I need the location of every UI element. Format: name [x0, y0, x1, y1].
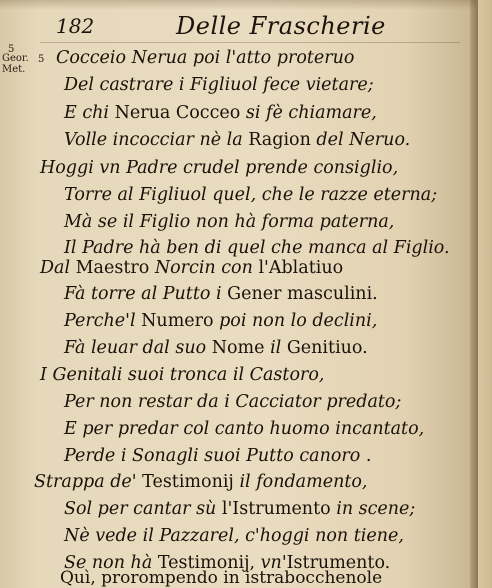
verse-segment: Numero	[141, 311, 220, 331]
margin-citation: Geor. Met.	[2, 53, 29, 75]
page-header	[56, 8, 466, 42]
verse-segment: l'Istrumento	[221, 499, 337, 519]
verse-line	[64, 75, 492, 103]
verse-line	[56, 48, 492, 76]
verse-segment: Cocceio Nerua poi l'atto proteruo	[56, 48, 355, 68]
verse-line	[64, 499, 492, 527]
verse-segment: Fà leuar dal suo	[64, 338, 212, 358]
verse-line	[64, 284, 492, 312]
verse-segment: il fondamento,	[239, 472, 368, 492]
verse-line	[34, 472, 492, 500]
verse-line	[64, 103, 492, 131]
verse-segment: in scene;	[336, 499, 416, 519]
verse-segment: il	[270, 338, 287, 358]
verse-segment: Mà se il Figlio non hà forma paterna,	[64, 212, 395, 232]
verse-segment: Ragion	[248, 130, 317, 150]
verse-segment: Dal	[40, 258, 76, 278]
running-title: Delle Frascherie	[176, 12, 386, 40]
verse-segment: Hoggi vn Padre crudel prende consiglio,	[40, 158, 399, 178]
verse-line	[64, 185, 492, 213]
verse-segment: Del castrare i Figliuol fece vietare;	[64, 75, 374, 95]
verse-segment: Norcin con	[154, 258, 259, 278]
verse-segment: Il Padre hà ben di quel che manca al Figlio.	[64, 238, 450, 258]
verse-line	[64, 212, 492, 240]
verse-segment: del Neruo.	[316, 130, 411, 150]
verse-line	[40, 258, 492, 286]
verse-segment: I Genitali suoi tronca il Castoro,	[40, 365, 325, 385]
verse-line	[64, 311, 492, 339]
verse-segment: Torre al Figliuol quel, che le razze eterna;	[64, 185, 438, 205]
verse-segment: Perche'l	[64, 311, 142, 331]
verse-line	[40, 158, 492, 186]
verse-line	[64, 446, 492, 474]
verse-segment: Genitiuo.	[286, 338, 368, 358]
margin-number: 5	[8, 44, 15, 55]
cut-off-line: Quì, prorompendo in istrabocchenole	[60, 568, 383, 588]
page-number: 182	[56, 14, 95, 38]
verse-segment: poi non lo declini,	[219, 311, 378, 331]
header-rule	[40, 42, 460, 43]
verse-line	[64, 526, 492, 554]
verse-segment: Nerua Cocceo	[114, 103, 246, 123]
verse-segment: E chi	[64, 103, 115, 123]
verse-segment: Sol per cantar sù	[64, 499, 222, 519]
verse-segment: Testimonij,	[157, 553, 261, 573]
verse-line	[64, 392, 492, 420]
verse-segment: Testimonij	[142, 472, 240, 492]
verse-segment: si fè chiamare,	[245, 103, 377, 123]
verse-segment: Istrumento.	[286, 553, 391, 573]
verse-line	[64, 130, 492, 158]
verse-segment: Nè vede il Pazzarel, c'hoggi non tiene,	[64, 526, 404, 546]
margin-line-number: 5	[38, 54, 45, 65]
verse-segment: l'Ablatiuo	[258, 258, 344, 278]
verse-line	[64, 338, 492, 366]
verse-segment: Perde i Sonagli suoi Putto canoro .	[64, 446, 372, 466]
verse-segment: vn'	[260, 553, 287, 573]
verse-segment: Per non restar da i Cacciator predato;	[64, 392, 402, 412]
verse-segment: Fà torre al Putto i	[64, 284, 228, 304]
verse-segment: Maestro	[75, 258, 155, 278]
verse-segment: Se non hà	[64, 553, 158, 573]
verse-segment: Nome	[211, 338, 271, 358]
verse-line	[64, 419, 492, 447]
verse-segment: Strappa de'	[34, 472, 143, 492]
verse-segment: Volle incocciar nè la	[64, 130, 249, 150]
verse-line	[40, 365, 492, 393]
verse-segment: Gener masculini.	[227, 284, 378, 304]
verse-segment: E per predar col canto huomo incantato,	[64, 419, 425, 439]
